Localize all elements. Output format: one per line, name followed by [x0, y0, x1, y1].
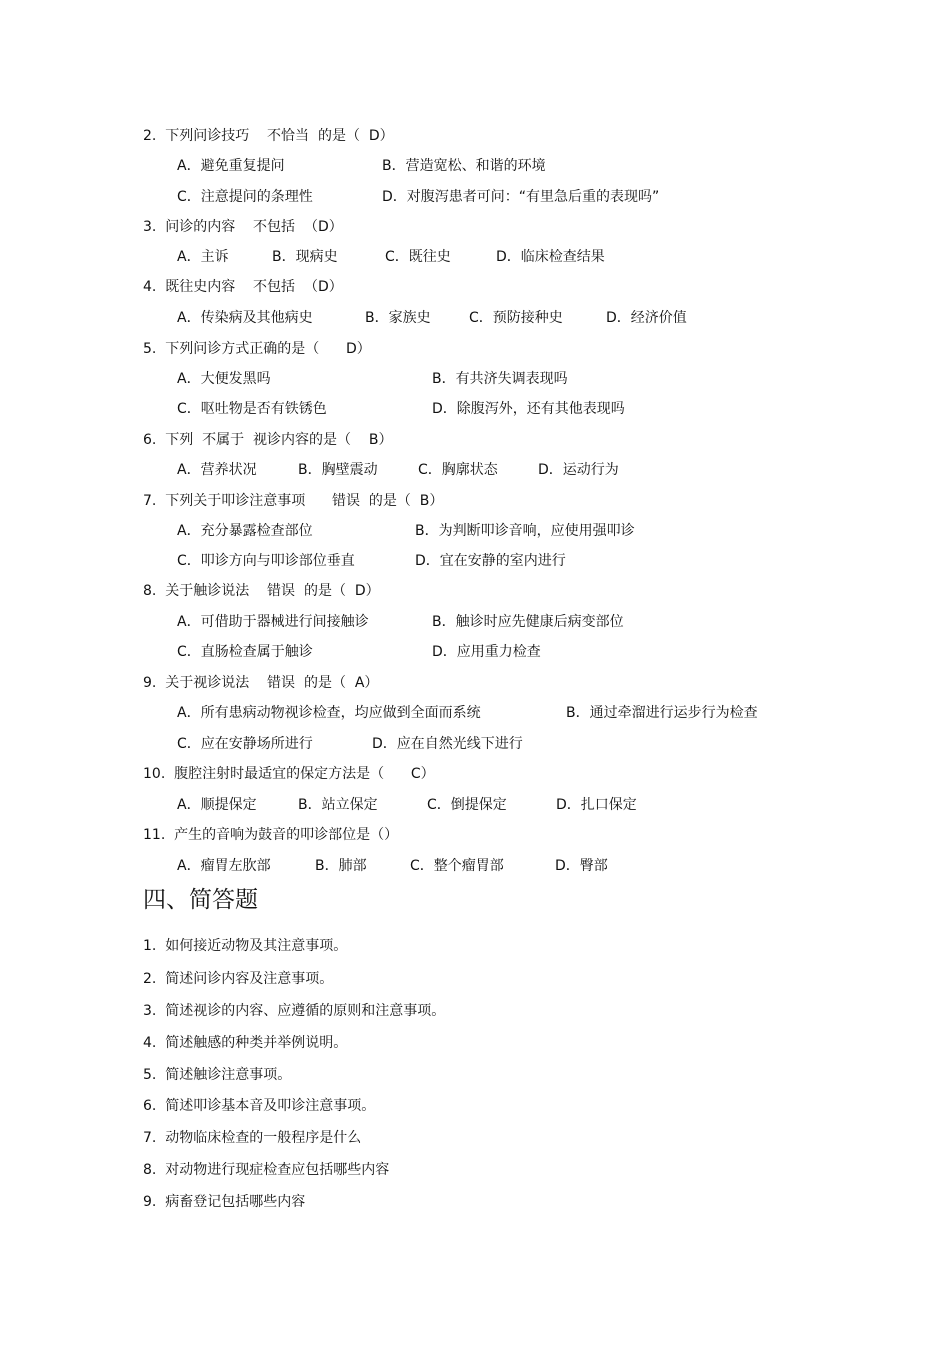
option: D．经济价值 [606, 310, 687, 326]
option: D．应在自然光线下进行 [372, 736, 523, 752]
option: B．为判断叩诊音响，应使用强叩诊 [415, 523, 635, 539]
short-answer-item: 5. 简述触诊注意事项。 [143, 1067, 292, 1083]
short-answer-item: 2. 简述问诊内容及注意事项。 [143, 971, 334, 987]
question-stem: 4. 既往史内容 不包括 （D） [143, 279, 343, 295]
option: C．叩诊方向与叩诊部位垂直 [177, 553, 355, 569]
option: D．臀部 [555, 858, 608, 874]
question-stem: 10. 腹腔注射时最适宜的保定方法是（ C） [143, 766, 435, 782]
option: C．注意提问的条理性 [177, 189, 313, 205]
option: A．可借助于器械进行间接触诊 [177, 614, 369, 630]
question-stem: 11. 产生的音响为鼓音的叩诊部位是（） [143, 827, 399, 843]
option: A．充分暴露检查部位 [177, 523, 313, 539]
option: C．既往史 [385, 249, 451, 265]
option: B．家族史 [365, 310, 431, 326]
option: A．所有患病动物视诊检查，均应做到全面而系统 [177, 705, 481, 721]
option: B．肺部 [315, 858, 367, 874]
question-stem: 6. 下列 不属于 视诊内容的是（ B） [143, 432, 393, 448]
question-stem: 8. 关于触诊说法 错误 的是（ D） [143, 583, 380, 599]
question-stem: 7. 下列关于叩诊注意事项 错误 的是（ B） [143, 493, 444, 509]
option: A．顺提保定 [177, 797, 257, 813]
section-heading: 四、简答题 [143, 887, 258, 913]
option: D．对腹泻患者可问：“有里急后重的表现吗” [382, 189, 660, 205]
option: B．站立保定 [298, 797, 378, 813]
question-stem: 5. 下列问诊方式正确的是（ D） [143, 341, 371, 357]
option: A．避免重复提问 [177, 158, 285, 174]
option: A．传染病及其他病史 [177, 310, 313, 326]
short-answer-item: 9. 病畜登记包括哪些内容 [143, 1194, 306, 1210]
option: C．应在安静场所进行 [177, 736, 313, 752]
option: A．主诉 [177, 249, 229, 265]
option: C．预防接种史 [469, 310, 563, 326]
option: D．应用重力检查 [432, 644, 541, 660]
option: C．呕吐物是否有铁锈色 [177, 401, 327, 417]
option: A．大便发黑吗 [177, 371, 271, 387]
option: C．胸廓状态 [418, 462, 498, 478]
option: D．临床检查结果 [496, 249, 605, 265]
short-answer-item: 3. 简述视诊的内容、应遵循的原则和注意事项。 [143, 1003, 446, 1019]
option: B．现病史 [272, 249, 338, 265]
short-answer-item: 1. 如何接近动物及其注意事项。 [143, 938, 348, 954]
option: B．营造宽松、和谐的环境 [382, 158, 546, 174]
option: B．有共济失调表现吗 [432, 371, 568, 387]
option: C．整个瘤胃部 [410, 858, 504, 874]
option: A．瘤胃左肷部 [177, 858, 271, 874]
question-stem: 3. 问诊的内容 不包括 （D） [143, 219, 343, 235]
option: B．通过牵溜进行运步行为检查 [566, 705, 758, 721]
option: D．扎口保定 [556, 797, 637, 813]
option: D．宜在安静的室内进行 [415, 553, 566, 569]
question-stem: 2. 下列问诊技巧 不恰当 的是（ D） [143, 128, 394, 144]
short-answer-item: 6. 简述叩诊基本音及叩诊注意事项。 [143, 1098, 376, 1114]
option: D．除腹泻外，还有其他表现吗 [432, 401, 625, 417]
question-stem: 9. 关于视诊说法 错误 的是（ A） [143, 675, 379, 691]
option: A．营养状况 [177, 462, 257, 478]
short-answer-item: 7. 动物临床检查的一般程序是什么 [143, 1130, 362, 1146]
option: C．倒提保定 [427, 797, 507, 813]
option: B．触诊时应先健康后病变部位 [432, 614, 624, 630]
option: B．胸壁震动 [298, 462, 378, 478]
option: C．直肠检查属于触诊 [177, 644, 313, 660]
short-answer-item: 4. 简述触感的种类并举例说明。 [143, 1035, 348, 1051]
short-answer-item: 8. 对动物进行现症检查应包括哪些内容 [143, 1162, 390, 1178]
option: D．运动行为 [538, 462, 619, 478]
